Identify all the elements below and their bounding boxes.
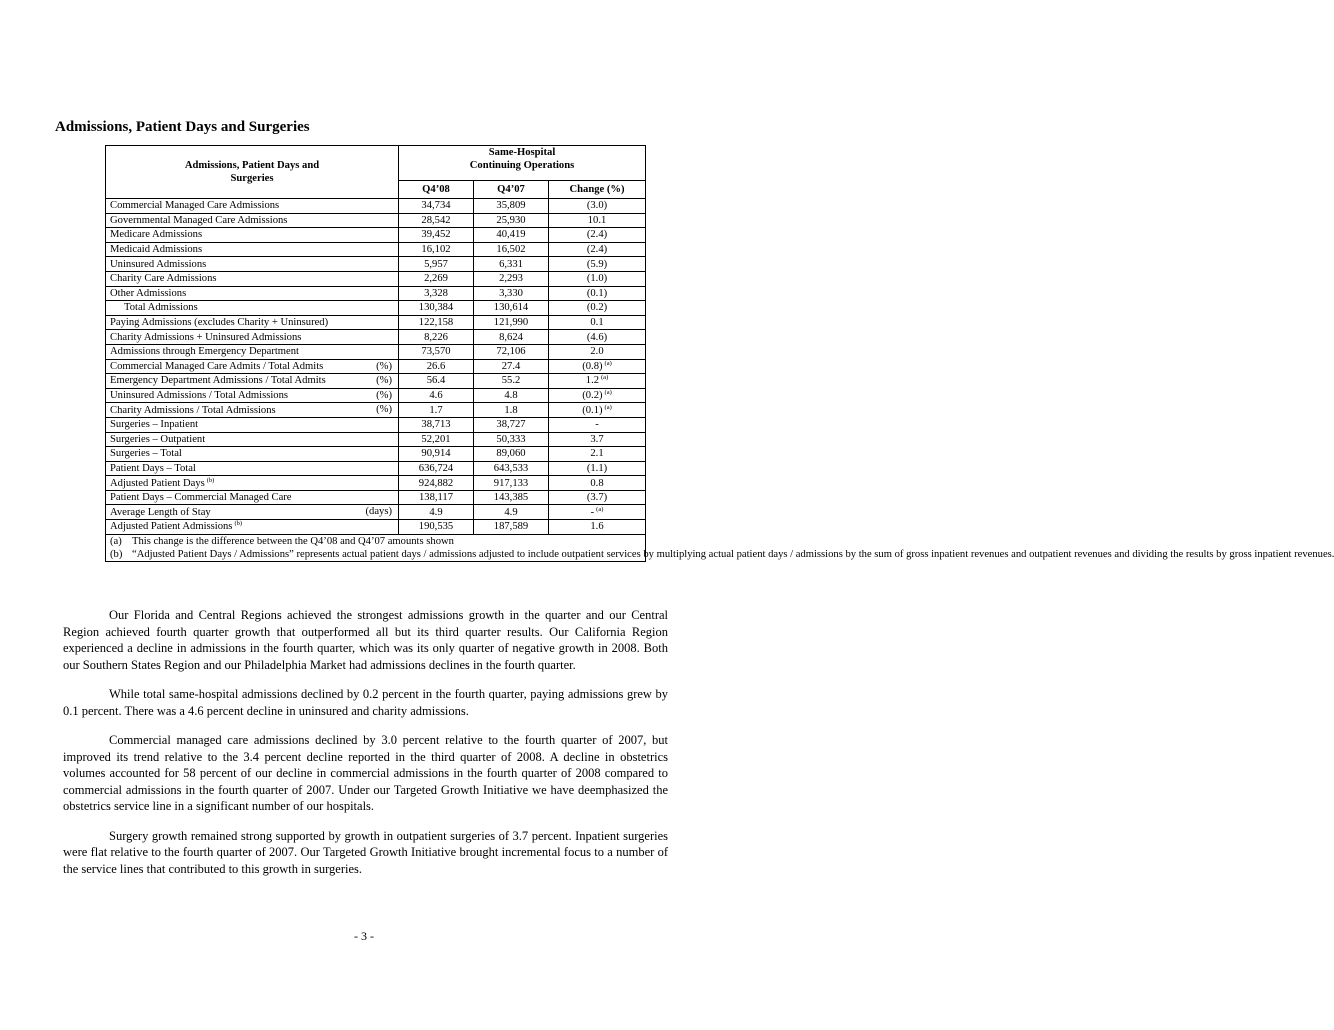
cell-q408 bbox=[399, 315, 474, 330]
cell-q407-value: 917,133 bbox=[493, 477, 529, 489]
cell-q408 bbox=[399, 374, 474, 389]
cell-change bbox=[549, 432, 646, 447]
cell-change bbox=[549, 199, 646, 214]
row-label-text: Commercial Managed Care Admissions bbox=[110, 200, 280, 212]
row-label-text: Uninsured Admissions bbox=[110, 258, 207, 270]
cell-q408-value: 4.6 bbox=[429, 390, 443, 402]
cell-q407 bbox=[474, 199, 549, 214]
row-label-text: Charity Admissions / Total Admissions bbox=[110, 404, 276, 416]
table-row bbox=[106, 476, 646, 491]
row-label-text: Surgeries – Inpatient bbox=[110, 419, 199, 431]
table-row bbox=[106, 199, 646, 214]
row-label-text: Average Length of Stay bbox=[110, 506, 211, 518]
row-label bbox=[106, 476, 399, 491]
cell-q407-value: 143,385 bbox=[493, 492, 529, 504]
cell-change-value: (5.9) bbox=[586, 258, 608, 270]
cell-q408-value: 1.7 bbox=[429, 404, 443, 416]
cell-q408-value: 56.4 bbox=[426, 375, 446, 387]
table-header-row bbox=[106, 146, 646, 181]
cell-change bbox=[549, 315, 646, 330]
row-label bbox=[106, 344, 399, 359]
label-footnote-ref: (b) bbox=[206, 476, 215, 484]
cell-q407-value: 38,727 bbox=[496, 419, 526, 431]
cell-q408 bbox=[399, 403, 474, 418]
row-label bbox=[106, 388, 399, 403]
cell-change-value: (0.1) bbox=[582, 404, 603, 416]
cell-q408 bbox=[399, 417, 474, 432]
column-header-q407: Q4’07 bbox=[474, 181, 549, 199]
cell-q407-value: 89,060 bbox=[496, 448, 526, 460]
page-number: - 3 - bbox=[354, 929, 374, 943]
cell-change-value: (3.7) bbox=[586, 492, 608, 504]
cell-q407-value: 50,333 bbox=[496, 433, 526, 445]
cell-q408-value: 90,914 bbox=[421, 448, 451, 460]
table-row bbox=[106, 374, 646, 389]
cell-change bbox=[549, 344, 646, 359]
cell-change bbox=[549, 417, 646, 432]
row-label-text: Medicaid Admissions bbox=[110, 244, 203, 256]
cell-change-value: (1.1) bbox=[586, 462, 608, 474]
table-row bbox=[106, 257, 646, 272]
body-paragraph: Surgery growth remained strong supported by growth in outpatient surgeries of 3.7 percent. Inpatient surgeries were flat relative to the fourth quarter of 2007. Our Targeted Growth Initiative brought incremental focus to a number of the service lines that contributed to this growth in surgeries. bbox=[63, 828, 668, 876]
cell-q408 bbox=[399, 242, 474, 257]
table-row bbox=[106, 315, 646, 330]
table-row bbox=[106, 228, 646, 243]
cell-q408-value: 73,570 bbox=[421, 346, 451, 358]
body-paragraph: Our Florida and Central Regions achieved the strongest admissions growth in the quarter and our Central Region achieved fourth quarter growth that outperformed all but its third quarter results. Our California Region experienced a decline in admissions in the fourth quarter, which was its only quarter of negative growth in 2008. Both our Southern States Region and our Philadelphia Market had admissions declines in the fourth quarter. bbox=[63, 608, 668, 672]
admissions-table bbox=[105, 145, 1334, 562]
change-footnote-ref: (a) bbox=[604, 403, 612, 411]
change-footnote-ref: (a) bbox=[604, 389, 612, 397]
cell-q408-value: 636,724 bbox=[418, 462, 454, 474]
cell-change bbox=[549, 447, 646, 462]
cell-q407 bbox=[474, 520, 549, 535]
row-label bbox=[106, 228, 399, 243]
cell-change-value: (0.8) bbox=[582, 360, 603, 372]
cell-q408-value: 130,384 bbox=[418, 302, 454, 314]
cell-q408 bbox=[399, 344, 474, 359]
label-footnote-ref: (b) bbox=[234, 520, 243, 528]
cell-q407-value: 16,502 bbox=[496, 244, 526, 256]
row-label bbox=[106, 432, 399, 447]
cell-q408 bbox=[399, 213, 474, 228]
cell-change bbox=[549, 461, 646, 476]
cell-change-value: 0.1 bbox=[590, 317, 604, 329]
cell-change-value: 2.1 bbox=[590, 448, 604, 460]
row-label bbox=[106, 242, 399, 257]
cell-change bbox=[549, 242, 646, 257]
cell-q407 bbox=[474, 242, 549, 257]
body-paragraph: While total same-hospital admissions declined by 0.2 percent in the fourth quarter, paying admissions grew by 0.1 percent. There was a 4.6 percent decline in uninsured and charity admissions. bbox=[63, 687, 668, 718]
cell-q407-value: 2,293 bbox=[499, 273, 523, 285]
row-label bbox=[106, 199, 399, 214]
row-label-text: Adjusted Patient Days bbox=[110, 477, 205, 489]
row-label-text: Patient Days – Commercial Managed Care bbox=[110, 492, 292, 504]
cell-change-value: (1.0) bbox=[586, 273, 608, 285]
footnote-letter: (b) bbox=[110, 548, 123, 560]
cell-q407 bbox=[474, 301, 549, 316]
cell-q408 bbox=[399, 286, 474, 301]
cell-q407-value: 187,589 bbox=[493, 521, 529, 533]
cell-q407-value: 130,614 bbox=[493, 302, 529, 314]
row-label-text: Uninsured Admissions / Total Admissions bbox=[110, 390, 288, 402]
row-unit: (%) bbox=[376, 360, 392, 372]
cell-q407-value: 121,990 bbox=[493, 317, 529, 329]
cell-change bbox=[549, 330, 646, 345]
table-row bbox=[106, 490, 646, 505]
row-label-text: Charity Admissions + Uninsured Admissions bbox=[110, 331, 302, 343]
cell-q407 bbox=[474, 271, 549, 286]
row-label bbox=[106, 359, 399, 374]
cell-change bbox=[549, 257, 646, 272]
table-row bbox=[106, 213, 646, 228]
column-header-change: Change (%) bbox=[549, 181, 646, 199]
footnote-letter: (a) bbox=[110, 535, 122, 547]
cell-q407 bbox=[474, 432, 549, 447]
change-footnote-ref: (a) bbox=[604, 359, 612, 367]
cell-q407 bbox=[474, 315, 549, 330]
row-label bbox=[106, 330, 399, 345]
table-row bbox=[106, 344, 646, 359]
cell-q407-value: 643,533 bbox=[493, 462, 529, 474]
cell-q408-value: 3,328 bbox=[424, 287, 448, 299]
row-label bbox=[106, 447, 399, 462]
cell-change bbox=[549, 388, 646, 403]
cell-change-value: (0.2) bbox=[586, 302, 608, 314]
cell-q407-value: 40,419 bbox=[496, 229, 526, 241]
cell-q408 bbox=[399, 359, 474, 374]
cell-q408 bbox=[399, 505, 474, 520]
table-row bbox=[106, 301, 646, 316]
cell-change bbox=[549, 374, 646, 389]
row-label bbox=[106, 505, 399, 520]
cell-q408 bbox=[399, 271, 474, 286]
cell-q408-value: 38,713 bbox=[421, 419, 451, 431]
cell-q408-value: 8,226 bbox=[424, 331, 448, 343]
table-notes bbox=[106, 534, 1334, 561]
row-label bbox=[106, 403, 399, 418]
table-row bbox=[106, 359, 646, 374]
body-text bbox=[63, 607, 668, 890]
table-row bbox=[106, 330, 646, 345]
row-label-text: Paying Admissions (excludes Charity + Uninsured) bbox=[110, 317, 329, 329]
footnote bbox=[110, 548, 1334, 561]
table-row bbox=[106, 505, 646, 520]
footnote bbox=[110, 535, 641, 548]
table-row bbox=[106, 388, 646, 403]
row-label-text: Adjusted Patient Admissions bbox=[110, 521, 233, 533]
cell-q407-value: 4.8 bbox=[504, 390, 518, 402]
cell-change-value: 1.2 bbox=[585, 375, 600, 387]
row-label bbox=[106, 301, 399, 316]
cell-change bbox=[549, 286, 646, 301]
cell-q408 bbox=[399, 490, 474, 505]
row-label bbox=[106, 461, 399, 476]
cell-q408-value: 122,158 bbox=[418, 317, 454, 329]
cell-q407 bbox=[474, 490, 549, 505]
cell-q407-value: 3,330 bbox=[499, 287, 523, 299]
cell-q407 bbox=[474, 374, 549, 389]
cell-q407-value: 1.8 bbox=[504, 404, 518, 416]
column-group-header bbox=[399, 146, 646, 181]
row-label-text: Admissions through Emergency Department bbox=[110, 346, 299, 358]
cell-q408-value: 26.6 bbox=[426, 360, 446, 372]
table-row bbox=[106, 461, 646, 476]
cell-change bbox=[549, 403, 646, 418]
cell-q407 bbox=[474, 447, 549, 462]
table-row bbox=[106, 447, 646, 462]
cell-q407 bbox=[474, 403, 549, 418]
row-label bbox=[106, 257, 399, 272]
cell-q407-value: 4.9 bbox=[504, 506, 518, 518]
row-label bbox=[106, 213, 399, 228]
cell-change bbox=[549, 476, 646, 491]
body-paragraph: Commercial managed care admissions declined by 3.0 percent relative to the fourth quarter of 2007, but improved its trend relative to the 3.4 percent decline reported in the third quarter of 2008. A decline in obstetrics volumes accounted for 58 percent of our decline in commercial admissions in the fourth quarter of 2008 compared to commercial admissions in the fourth quarter of 2007. Under our Targeted Growth Initiative we have deemphasized the obstetrics service line in a significant number of our hospitals. bbox=[63, 733, 668, 813]
cell-q407 bbox=[474, 344, 549, 359]
cell-q408-value: 190,535 bbox=[418, 521, 454, 533]
cell-change bbox=[549, 505, 646, 520]
cell-q408-value: 52,201 bbox=[421, 433, 451, 445]
cell-q408-value: 138,117 bbox=[418, 492, 454, 504]
cell-q408 bbox=[399, 461, 474, 476]
row-label-text: Charity Care Admissions bbox=[110, 273, 217, 285]
cell-q408 bbox=[399, 301, 474, 316]
cell-q408 bbox=[399, 432, 474, 447]
cell-q407-value: 35,809 bbox=[496, 200, 526, 212]
cell-change-value: (0.2) bbox=[582, 390, 603, 402]
row-label bbox=[106, 374, 399, 389]
cell-q407 bbox=[474, 359, 549, 374]
row-label-text: Patient Days – Total bbox=[110, 462, 196, 474]
cell-q407 bbox=[474, 286, 549, 301]
cell-change-value: - bbox=[595, 419, 599, 431]
cell-q407 bbox=[474, 505, 549, 520]
cell-q408-value: 4.9 bbox=[429, 506, 443, 518]
cell-q407 bbox=[474, 417, 549, 432]
cell-q407 bbox=[474, 330, 549, 345]
table-row bbox=[106, 417, 646, 432]
cell-change-value: (2.4) bbox=[586, 229, 608, 241]
cell-q407 bbox=[474, 228, 549, 243]
cell-q408 bbox=[399, 388, 474, 403]
cell-change bbox=[549, 301, 646, 316]
cell-q407-value: 6,331 bbox=[499, 258, 523, 270]
cell-q408 bbox=[399, 257, 474, 272]
row-unit: (days) bbox=[365, 506, 392, 518]
cell-q407 bbox=[474, 476, 549, 491]
footnote-text: “Adjusted Patient Days / Admissions” represents actual patient days / admissions adjusted to include outpatient services by multiplying actual patient days / admissions by the sum of gross inpatient revenues and outpatient revenues and dividing the results by gross inpatient revenues. bbox=[132, 548, 1334, 560]
row-label-text: Emergency Department Admissions / Total Admits bbox=[110, 375, 326, 387]
cell-change-value: 0.8 bbox=[590, 477, 604, 489]
column-group-line1: Same-Hospital bbox=[488, 147, 556, 158]
table-title-line2: Surgeries bbox=[230, 173, 274, 184]
cell-change-value: 3.7 bbox=[590, 433, 604, 445]
cell-change bbox=[549, 490, 646, 505]
row-label bbox=[106, 286, 399, 301]
row-unit: (%) bbox=[376, 404, 392, 416]
row-unit: (%) bbox=[376, 375, 392, 387]
table-notes-row bbox=[106, 534, 646, 561]
row-label bbox=[106, 271, 399, 286]
table-row bbox=[106, 403, 646, 418]
cell-q407-value: 27.4 bbox=[501, 360, 521, 372]
cell-change-value: (3.0) bbox=[586, 200, 608, 212]
row-label-text: Surgeries – Outpatient bbox=[110, 433, 206, 445]
cell-change-value: - bbox=[590, 506, 595, 518]
cell-q407-value: 8,624 bbox=[499, 331, 523, 343]
cell-q408 bbox=[399, 330, 474, 345]
change-footnote-ref: (a) bbox=[601, 374, 609, 382]
row-label bbox=[106, 490, 399, 505]
row-label bbox=[106, 520, 399, 535]
row-unit: (%) bbox=[376, 389, 392, 401]
cell-q408-value: 16,102 bbox=[421, 244, 451, 256]
cell-q407-value: 72,106 bbox=[496, 346, 526, 358]
cell-q408 bbox=[399, 476, 474, 491]
row-label-text: Commercial Managed Care Admits / Total Admits bbox=[110, 360, 324, 372]
column-group-line2: Continuing Operations bbox=[469, 160, 575, 171]
change-footnote-ref: (a) bbox=[596, 505, 604, 513]
row-label-text: Surgeries – Total bbox=[110, 448, 182, 460]
cell-q408 bbox=[399, 520, 474, 535]
cell-change bbox=[549, 228, 646, 243]
cell-q408-value: 924,882 bbox=[418, 477, 454, 489]
cell-change-value: 1.6 bbox=[590, 521, 604, 533]
footnote-text: This change is the difference between the Q4’08 and Q4’07 amounts shown bbox=[132, 535, 454, 547]
table-row bbox=[106, 520, 646, 535]
column-header-q408: Q4’08 bbox=[399, 181, 474, 199]
cell-change-value: (2.4) bbox=[586, 244, 608, 256]
row-label bbox=[106, 417, 399, 432]
cell-change-value: (4.6) bbox=[586, 331, 608, 343]
cell-change-value: 2.0 bbox=[590, 346, 604, 358]
row-label bbox=[106, 315, 399, 330]
row-label-text: Medicare Admissions bbox=[110, 229, 203, 241]
cell-q408-value: 39,452 bbox=[421, 229, 451, 241]
cell-change bbox=[549, 520, 646, 535]
table-row bbox=[106, 271, 646, 286]
table-row bbox=[106, 432, 646, 447]
cell-q408 bbox=[399, 447, 474, 462]
cell-q407-value: 25,930 bbox=[496, 214, 526, 226]
cell-q408 bbox=[399, 228, 474, 243]
table-row bbox=[106, 242, 646, 257]
row-label-text: Other Admissions bbox=[110, 287, 187, 299]
cell-change bbox=[549, 213, 646, 228]
cell-q408-value: 5,957 bbox=[424, 258, 448, 270]
table-row bbox=[106, 286, 646, 301]
cell-q408-value: 2,269 bbox=[424, 273, 448, 285]
cell-change-value: 10.1 bbox=[587, 214, 607, 226]
cell-q407 bbox=[474, 213, 549, 228]
cell-change-value: (0.1) bbox=[586, 287, 608, 299]
cell-q408-value: 28,542 bbox=[421, 214, 451, 226]
cell-q407 bbox=[474, 257, 549, 272]
cell-q407-value: 55.2 bbox=[501, 375, 521, 387]
table-title bbox=[106, 146, 399, 199]
row-label-text: Total Admissions bbox=[124, 302, 198, 314]
row-label-text: Governmental Managed Care Admissions bbox=[110, 214, 288, 226]
cell-q408 bbox=[399, 199, 474, 214]
cell-q407 bbox=[474, 388, 549, 403]
cell-change bbox=[549, 359, 646, 374]
cell-q407 bbox=[474, 461, 549, 476]
section-title: Admissions, Patient Days and Surgeries bbox=[55, 119, 310, 135]
table-title-line1: Admissions, Patient Days and bbox=[184, 160, 320, 171]
cell-q408-value: 34,734 bbox=[421, 200, 451, 212]
cell-change bbox=[549, 271, 646, 286]
